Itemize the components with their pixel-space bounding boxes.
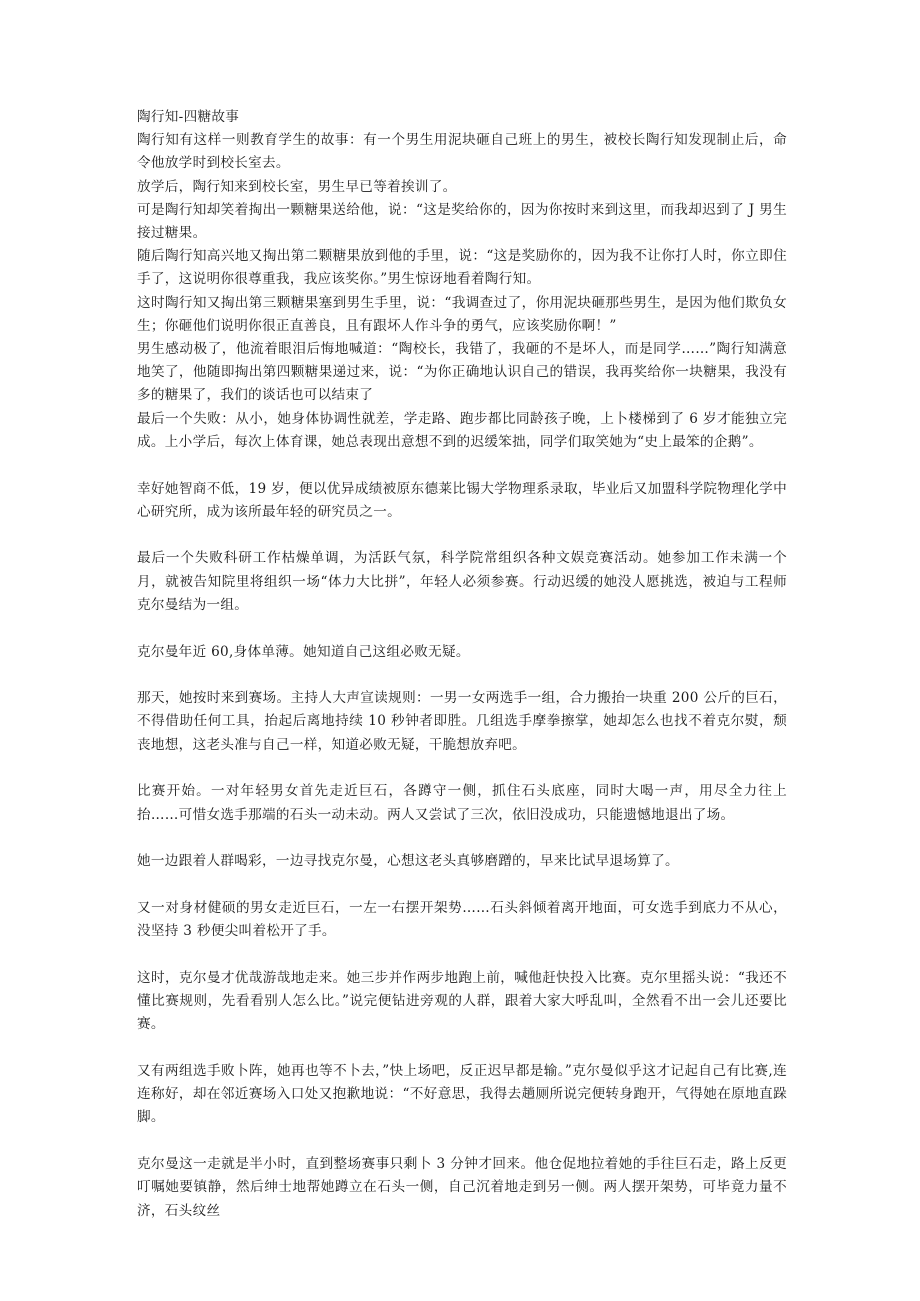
paragraph: 又一对身材健硕的男女走近巨石，一左一右摆开架势……石头斜倾着离开地面，可女选手到底力不从心，没坚持 3 秒便尖叫着松开了手。 xyxy=(137,899,787,940)
paragraph-spacer xyxy=(137,943,787,967)
paragraph: 最后一个失败科研工作枯燥单调，为活跃气氛，科学院常组织各种文娱竞赛活动。她参加工作未满一个月，就被告知院里将组织一场“体力大比拼”，年轻人必须参赛。行动迟缓的她没人愿挑选，被迫与工程师克尔曼结为一组。 xyxy=(137,550,787,613)
paragraph: 比赛开始。一对年轻男女首先走近巨石，各蹲守一侧，抓住石头底座，同时大喝一声，用尽全力往上抬……可惜女选手那端的石头一动未动。两人又尝试了三次，依旧没成功，只能遗憾地退出了场。 xyxy=(137,783,787,823)
paragraph-spacer xyxy=(137,757,787,781)
paragraph-spacer xyxy=(137,454,787,478)
paragraph-spacer xyxy=(137,1130,787,1154)
paragraph: 克尔曼这一走就是半小时，直到整场赛事只剩卜 3 分钟才回来。他仓促地拉着她的手往巨石走，路上反更叮嘱她要镇静，然后绅士地帮她蹲立在石头一侧，自己沉着地走到另一侧。两人摆开架势，可毕竟力量不济，石头纹丝 xyxy=(137,1156,787,1219)
paragraph: 这时陶行知又掏出第三颗糖果塞到男生手里，说：“我调查过了，你用泥块砸那些男生，是因为他们欺负女生；你砸他们说明你很正直善良，且有跟坏人作斗争的勇气，应该奖励你啊！” xyxy=(137,294,787,334)
paragraph: 随后陶行知高兴地又掏出第二颗糖果放到他的手里，说：“这是奖励你的，因为我不让你打人时，你立即住手了，这说明你很尊重我，我应该奖你。”男生惊讶地看着陶行知。 xyxy=(137,248,787,288)
document-title: 陶行知-四糖故事 xyxy=(137,109,240,125)
paragraph: 放学后，陶行知来到校长室，男生早已等着挨训了。 xyxy=(137,178,457,195)
paragraph: 克尔曼年近 60,身体单薄。她知道自己这组必败无疑。 xyxy=(137,643,470,660)
paragraph-spacer xyxy=(137,617,787,641)
paragraph: 这时，克尔曼才优哉游哉地走来。她三步并作两步地跑上前，喊他赶快投入比赛。克尔里摇头说：“我还不懂比赛规则，先看看别人怎么比。”说完便钻进旁观的人群，跟着大家大呼乱叫，全然看不出一会儿还要比赛。 xyxy=(137,969,787,1033)
paragraph: 最后一个失败：从小，她身体协调性就差，学走路、跑步都比同龄孩子晚，上卜楼梯到了 6 岁才能独立完成。上小学后，每次上体育课，她总表现出意想不到的迟缓笨拙，同学们取笑她为“史上最笨的企鹅”。 xyxy=(137,410,787,450)
paragraph: 她一边跟着人群喝彩，一边寻找克尔曼，心想这老头真够磨蹭的，早来比试早退场算了。 xyxy=(137,853,679,870)
paragraph: 幸好她智商不低，19 岁，便以优异成绩被原东德莱比锡大学物理系录取，毕业后又加盟科学院物理化学中心研究所，成为该所最年轻的研究员之一。 xyxy=(137,480,787,520)
paragraph-spacer xyxy=(137,873,787,897)
paragraph-spacer xyxy=(137,1037,787,1061)
paragraph: 又有两组选手败卜阵，她再也等不卜去，”快上场吧，反正迟早都是输。”克尔曼似乎这才记起自己有比赛,连连称好，却在邻近赛场入口处又抱歉地说：“不好意思，我得去趟厕所说完便转身跑开，气得她在原地直跺脚。 xyxy=(137,1063,787,1126)
paragraph-spacer xyxy=(137,524,787,548)
paragraph: 男生感动极了，他流着眼泪后悔地喊道：“陶校长，我错了，我砸的不是坏人，而是同学……”陶行知满意地笑了，他随即掏出第四颗糖果递过来，说：“为你正确地认识自己的错误，我再奖给你一块糖果，我没有多的糖果了，我们的谈话也可以结束了 xyxy=(137,341,787,404)
paragraph: 陶行知有这样一则教育学生的故事：有一个男生用泥块砸自己班上的男生，被校长陶行知发现制止后，命令他放学时到校长室去。 xyxy=(137,132,787,172)
document-body xyxy=(137,106,787,1223)
paragraph-spacer xyxy=(137,664,787,688)
paragraph: 可是陶行知却笑着掏出一颗糖果送给他，说：“这是奖给你的，因为你按时来到这里，而我却迟到了 J 男生接过糖果。 xyxy=(137,201,787,242)
paragraph-spacer xyxy=(137,827,787,851)
paragraph: 那天，她按时来到赛场。主持人大声宣读规则：一男一女两选手一组，合力搬抬一块重 200 公斤的巨石，不得借助任何工具，抬起后离地持续 10 秒钟者即胜。几组选手摩拳擦掌，她却怎么也找不着克尔熨，颓丧地想，这老头准与自己一样，知道必败无疑，干脆想放弃吧。 xyxy=(137,690,787,753)
